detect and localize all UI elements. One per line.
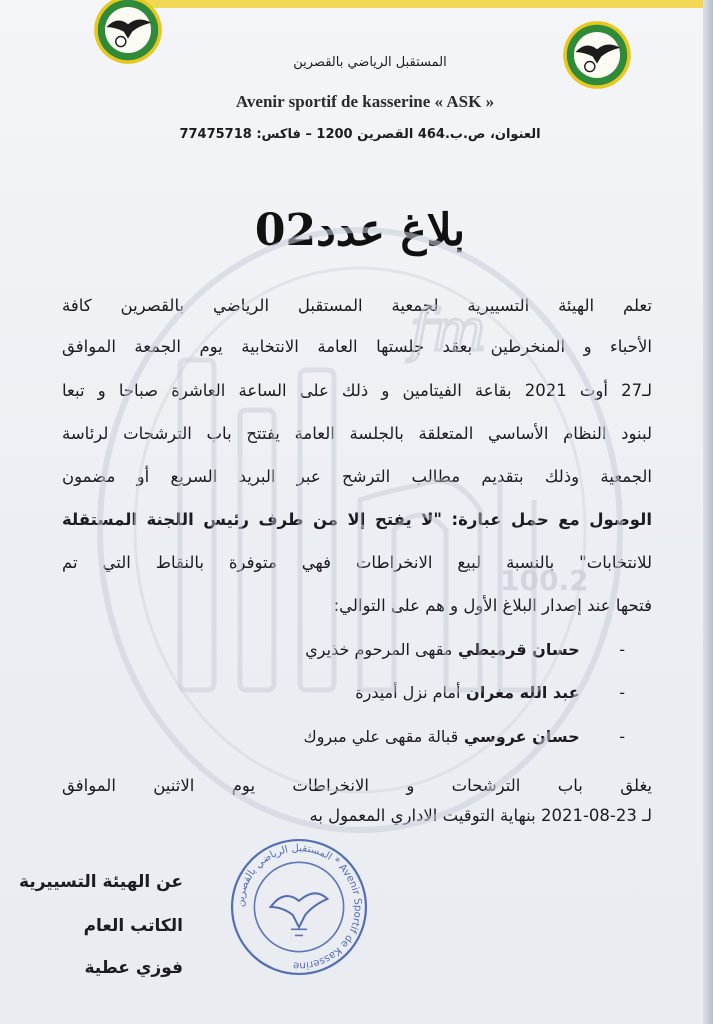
club-logo-right [561,19,633,91]
club-logo-left [92,0,164,66]
sale-point-item [355,683,625,702]
signature-committee: عن الهيئة التسييرية [19,872,183,892]
club-name-arabic: المستقبل الرياضي بالقصرين [293,55,447,70]
body-line: فتحها عند إصدار البلاغ الأول و هم على التوالي: [333,596,652,615]
sale-point-name: عبد الله مغران [466,683,580,702]
document-title: بلاغ عدد02 [254,205,466,256]
sale-point-place: أمام نزل أميدرة [355,683,461,702]
official-stamp [228,836,370,978]
sale-point-item [304,727,626,746]
club-address: العنوان، ص.ب.464 القصرين 1200 – فاكس: 77475718 [179,127,541,142]
closing-line: يغلق باب الترشحات و الانخراطات يوم الاثنين الموافق [62,776,652,795]
signature-role: الكاتب العام [83,916,183,936]
body-line: الجمعية وذلك بتقديم مطالب الترشح عبر البريد السريع أو مضمون [62,467,652,486]
club-name-french: Avenir sportif de kasserine « ASK » [235,92,495,111]
sale-point-place: قبالة مقهى علي مبروك [303,727,459,746]
body-line: الوصول مع حمل عبارة: "لا يفتح إلا من طرف رئيس اللجنة المستقلة [62,510,652,529]
stamp-ring-text: المستقبل الرياضي بالقصرين * Avenir Sportif de Kasserine [235,843,363,971]
signature-name: فوزي عطية [84,958,183,978]
body-line: لـ27 أوت 2021 بقاعة الفيتامين و ذلك على الساعة العاشرة صباحا و تبعا [62,381,653,400]
body-line: للانتخابات" بالنسبة لبيع الانخراطات فهي متوفرة بالنقاط التي تم [62,553,652,572]
bullet-dash: - [619,683,625,702]
sale-point-place: مقهى المرحوم خذيري [305,640,453,659]
body-line: تعلم الهيئة التسييرية لجمعية المستقبل الرياضي بالقصرين كافة [62,296,652,315]
sale-point-name: حسان عروسي [463,727,580,746]
body-line: لبنود النظام الأساسي المتعلقة بالجلسة العامة يفتتح باب الترشحات لرئاسة [62,424,652,443]
watermark-frequency: 100.2 [500,564,589,597]
sale-point-name: حسان قرميطي [457,640,580,659]
bullet-dash: - [619,640,625,659]
page-edge-yellow [120,0,713,8]
closing-line: لـ 23-08-2021 بنهاية التوقيت الاداري المعمول به [309,806,652,825]
page-edge-shadow [703,0,713,1024]
body-line: الأحباء و المنخرطين بعقد جلستها العامة الانتخابية يوم الجمعة الموافق [62,337,652,356]
sale-point-item [305,640,625,659]
watermark-station: fm [410,296,487,364]
bullet-dash: - [619,727,625,746]
